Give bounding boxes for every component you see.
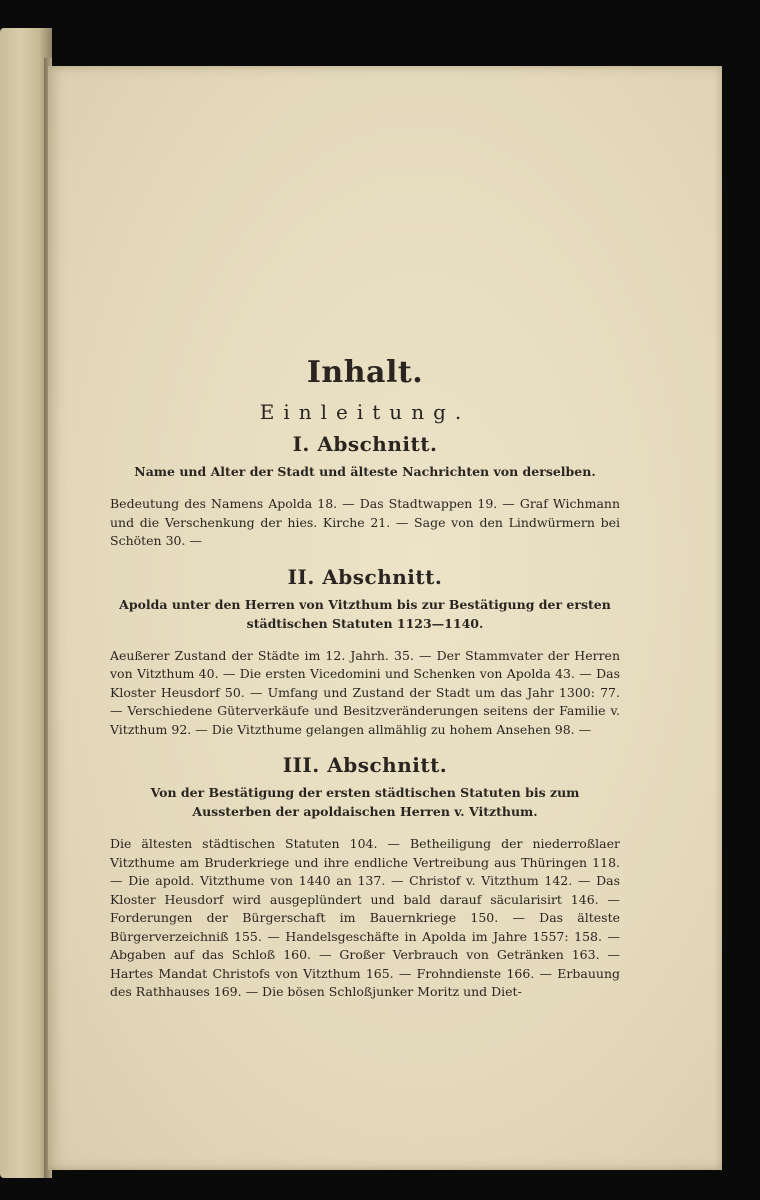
page-title: Inhalt. xyxy=(306,355,424,390)
section-subheading-2: Apolda unter den Herren von Vitzthum bis zur Bestätigung der ersten städtischen Statuten 1123—1140. xyxy=(119,596,611,631)
section-body-1: Bedeutung des Namens Apolda 18. — Das Stadtwappen 19. — Graf Wichmann und die Verschenkung der hies. Kirche 21. — Sage von den Lindwürmern bei Schöten 30. — xyxy=(110,496,620,548)
section-body-2: Aeußerer Zustand der Städte im 12. Jahrh. 35. — Der Stammvater der Herren von Vitzthum 40. — Die ersten Vicedomini und Schenken von Apolda 43. — Das Kloster Heusdorf 50. — Umfang und Zustand der Stadt um das Jahr 1300: 77. — Verschiedene Güterverkäufe und Besitzveränderungen seitens der Familie v. Vitzthum 92. — Die Vitzthume gelangen allmählig zu hohem Ansehen 98. — xyxy=(110,647,620,737)
section-subheading-3: Von der Bestätigung der ersten städtischen Statuten bis zum Aussterben der apoldaischen Herren v. Vitzthum. xyxy=(150,785,580,819)
section-heading-3: III. Abschnitt. xyxy=(282,753,448,777)
table-of-contents xyxy=(110,355,620,1016)
section-subheading-1: Name und Alter der Stadt und älteste Nachrichten von derselben. xyxy=(134,464,596,479)
section-body-3: Die ältesten städtischen Statuten 104. — Betheiligung der niederroßlaer Vitzthume am Bruderkriege und ihre endliche Vertreibung aus Thüringen 118. — Die apold. Vitzthume von 1440 an 137. — Christof v. Vitzthum 142. — Das Kloster Heusdorf wird ausgeplündert und bald darauf säcularisirt 146. — Forderungen der Bürgerschaft im Bauernkriege 150. — Das älteste Bürgerverzeichniß 155. — Handelsgeschäfte in Apolda im Jahre 1557: 158. — Abgaben auf das Schloß 160. — Großer Verbrauch von Getränken 163. — Hartes Mandat Christofs von Vitzthum 165. — Frohndienste 166. — Erbauung des Rathhauses 169. — Die bösen Schloßjunker Moritz und Diet- xyxy=(110,836,620,999)
section-heading-2: II. Abschnitt. xyxy=(287,564,443,589)
section-heading-1: I. Abschnitt. xyxy=(292,432,438,456)
introduction-heading: Einleitung. xyxy=(259,400,471,424)
